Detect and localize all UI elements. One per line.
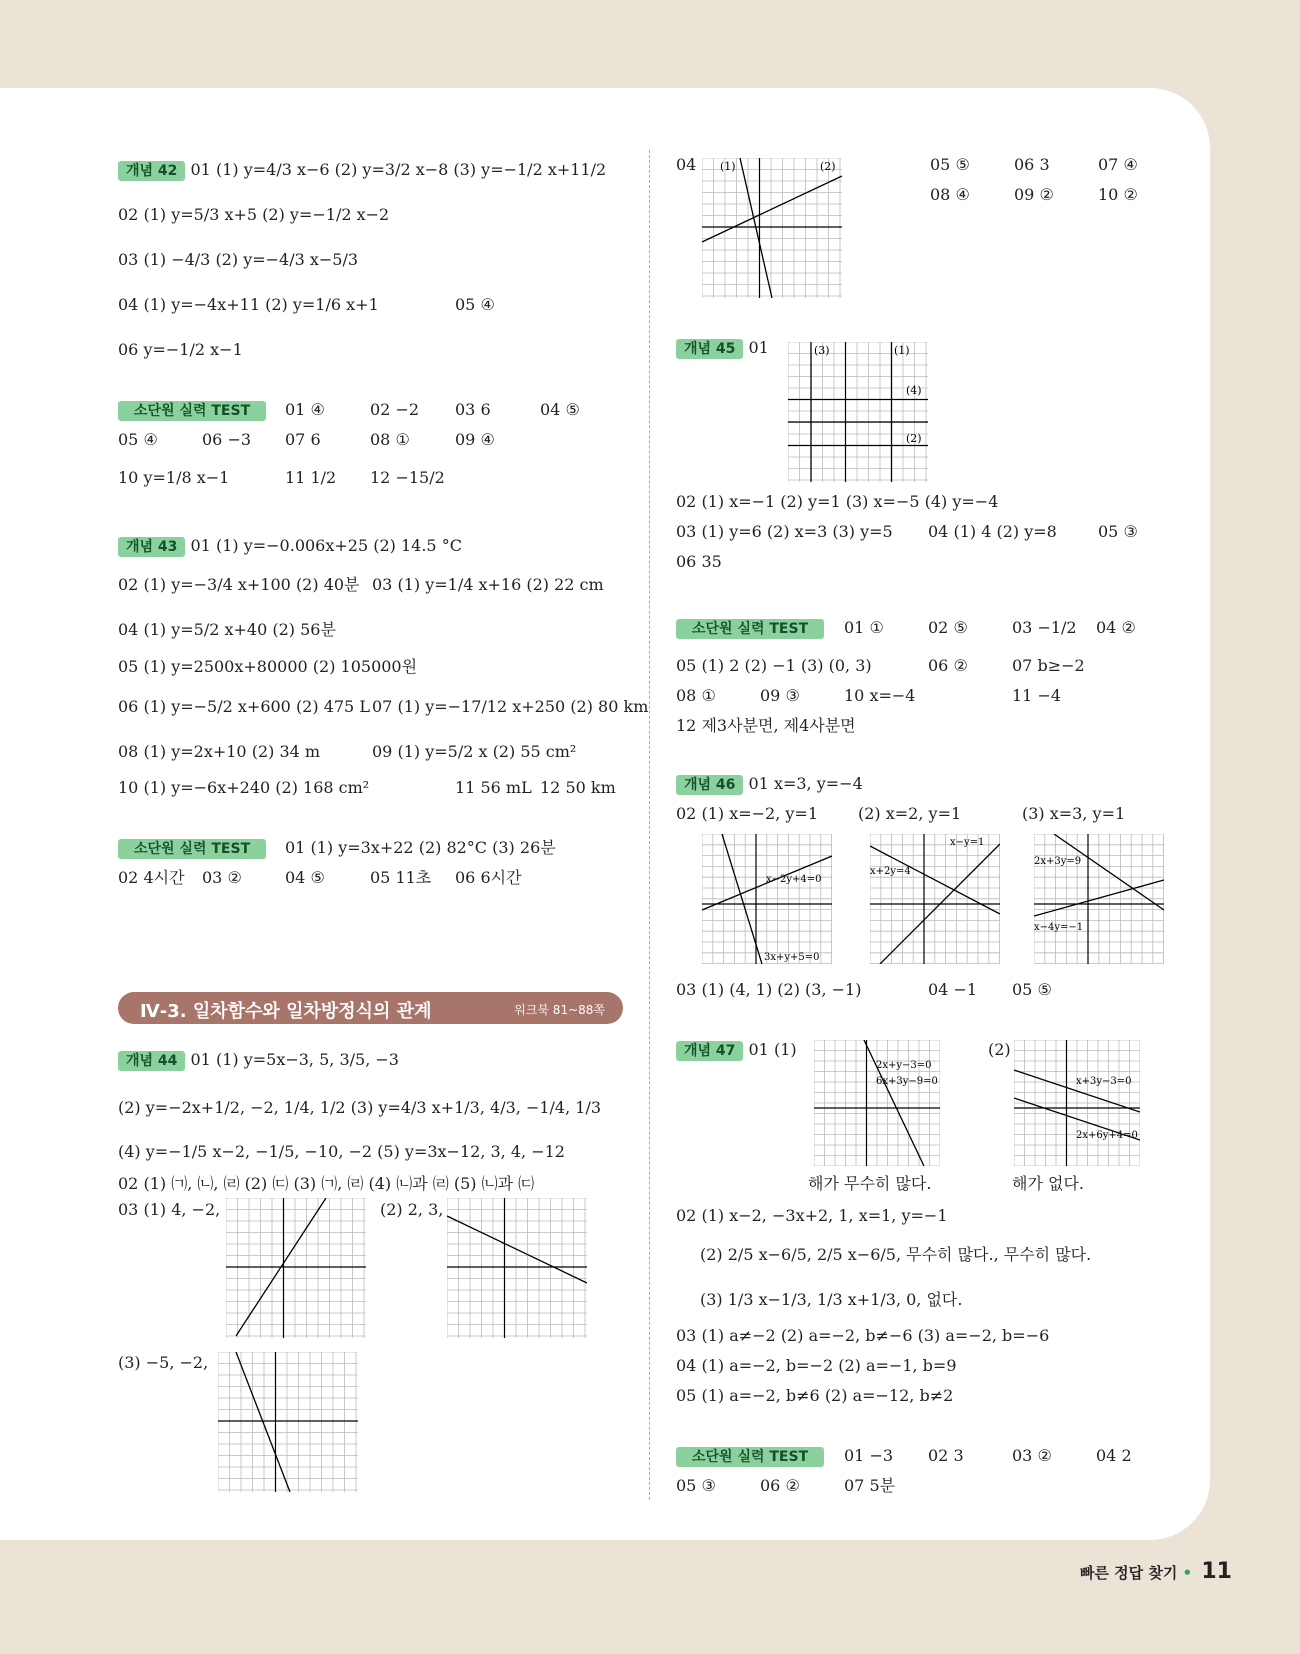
concept-label: 개념 46 (676, 775, 743, 795)
concept-42-row-05 (455, 295, 495, 315)
test-label: 소단원 실력 TEST (118, 401, 266, 421)
concept-47-row-04: 04 (1) a=−2, b=−2 (2) a=−1, b=9 (676, 1356, 957, 1375)
concept-label: 개념 47 (676, 1041, 743, 1061)
axes (447, 1198, 587, 1338)
answer-text: 03 (1) −4/3 (2) y=−4/3 x−5/3 (118, 250, 359, 269)
grid (1014, 1040, 1140, 1166)
concept-46-row-06: 04 −1 (928, 980, 978, 999)
concept-42-row-04 (118, 295, 379, 315)
concept-46-row-01 (676, 774, 863, 795)
concept-47-row-05: 05 (1) a=−2, b≠6 (2) a=−12, b≠2 (676, 1386, 954, 1405)
concept-47-row-03: 03 (1) a≠−2 (2) a=−2, b≠−6 (3) a=−2, b=−6 (676, 1326, 1050, 1345)
graph-44-2 (447, 1198, 587, 1338)
grid (226, 1198, 366, 1338)
test-4-answer: 07 5분 (844, 1476, 896, 1495)
graph-label: x+3y−3=0 (1076, 1076, 1132, 1087)
axes (788, 342, 928, 482)
test-3-answer: 01 ① (844, 618, 884, 637)
concept-47-row-01 (676, 1040, 797, 1061)
concept-44-row-04: 02 (1) ㈀, ㈁, ㈃ (2) ㈂ (3) ㈀, ㈃ (4) ㈁과 ㈃ (5) ㈁과 ㈂ (118, 1174, 535, 1193)
test-1-answer: 05 ④ (118, 430, 158, 449)
concept-44-row-03: (4) y=−1/5 x−2, −1/5, −10, −2 (5) y=3x−12, 3, 4, −12 (118, 1142, 565, 1161)
test-4-label-row (676, 1446, 824, 1467)
concept-43-row-05: 05 (1) y=2500x+80000 (2) 105000원 (118, 657, 418, 676)
concept-45-row-01 (676, 338, 769, 359)
right-top-09: 09 ② (1014, 185, 1054, 204)
test-3-answer: 10 x=−4 (844, 686, 916, 705)
concept-label: 개념 45 (676, 339, 743, 359)
graph-label: 6x+3y−9=0 (876, 1076, 938, 1087)
grid (702, 158, 842, 298)
concept-43-row-08: 08 (1) y=2x+10 (2) 34 m (118, 742, 321, 761)
grid (702, 834, 832, 964)
concept-43-row-01 (118, 536, 462, 557)
test-1-answer: 02 −2 (370, 400, 420, 419)
concept-43-row-12: 12 50 km (540, 778, 616, 797)
concept-42-row-02 (118, 205, 389, 225)
test-3-answer: 05 (1) 2 (2) −1 (3) (0, 3) (676, 656, 872, 675)
graph-label: (1) (720, 160, 736, 173)
test-2-answer: 04 ⑤ (285, 868, 325, 887)
graph-label: x−4y=−1 (1034, 922, 1084, 933)
concept-43-row-03: 03 (1) y=1/4 x+16 (2) 22 cm (372, 575, 604, 594)
concept-46-row-05: 03 (1) (4, 1) (2) (3, −1) (676, 980, 862, 999)
right-top-08: 08 ④ (930, 185, 970, 204)
test-3-answer: 02 ⑤ (928, 618, 968, 637)
answer-text: 01 (1) (748, 1040, 797, 1059)
concept-43-row-06: 06 (1) y=−5/2 x+600 (2) 475 L (118, 697, 370, 716)
answer-text: 01 (1) y=−0.006x+25 (2) 14.5 °C (190, 536, 462, 555)
test-3-answer: 07 b≥−2 (1012, 656, 1085, 675)
graph-47-1 (814, 1040, 940, 1166)
test-1-answer: 08 ① (370, 430, 410, 449)
graph-44-3 (218, 1352, 358, 1492)
concept-45-row-02: 02 (1) x=−1 (2) y=1 (3) x=−5 (4) y=−4 (676, 492, 999, 511)
concept-42-row-03 (118, 250, 358, 270)
footer-title: 빠른 정답 찾기 (1079, 1564, 1178, 1582)
axes (218, 1352, 358, 1492)
concept-43-row-10: 10 (1) y=−6x+240 (2) 168 cm² (118, 778, 370, 797)
concept-43-row-02: 02 (1) y=−3/4 x+100 (2) 40분 (118, 575, 360, 594)
test-2-answer: 02 4시간 (118, 868, 185, 887)
answer-text: 01 (1) y=4/3 x−6 (2) y=3/2 x−8 (3) y=−1/2 x+11/2 (190, 160, 607, 179)
concept-42-row-06 (118, 340, 243, 360)
concept-45-row-03: 03 (1) y=6 (2) x=3 (3) y=5 (676, 522, 893, 541)
grid (814, 1040, 940, 1166)
test-label: 소단원 실력 TEST (118, 839, 266, 859)
answer-text: 06 y=−1/2 x−1 (118, 340, 243, 359)
graph-46-3 (1034, 834, 1164, 964)
right-top-04: 04 (676, 155, 697, 174)
concept-47-row-02d: (3) 1/3 x−1/3, 1/3 x+1/3, 0, 없다. (700, 1290, 963, 1309)
footer-dot: • (1182, 1564, 1193, 1582)
concept-45-row-04: 04 (1) 4 (2) y=8 (928, 522, 1057, 541)
section-title: Ⅳ-3. 일차함수와 일차방정식의 관계 (140, 1001, 432, 1022)
lines (702, 158, 842, 298)
answer-text: 01 (748, 338, 769, 357)
test-1-answer: 04 ⑤ (540, 400, 580, 419)
graph-right-04 (702, 158, 842, 298)
concept-47-note-1: 해가 무수히 많다. (808, 1174, 932, 1193)
test-1-answer: 10 y=1/8 x−1 (118, 468, 230, 487)
concept-44-row-02: (2) y=−2x+1/2, −2, 1/4, 1/2 (3) y=4/3 x+1/3, 4/3, −1/4, 1/3 (118, 1098, 602, 1117)
graph-44-1 (226, 1198, 366, 1338)
test-2-answer: 03 ② (202, 868, 242, 887)
test-4-answer: 02 3 (928, 1446, 964, 1465)
test-2-answer: 01 (1) y=3x+22 (2) 82°C (3) 26분 (285, 838, 556, 857)
grid (218, 1352, 358, 1492)
test-4-answer: 06 ② (760, 1476, 800, 1495)
graph-label: x−2y+4=0 (766, 874, 822, 885)
graph-label: 2x+6y+4=0 (1076, 1130, 1138, 1141)
axes (702, 158, 842, 298)
test-3-answer: 08 ① (676, 686, 716, 705)
test-1-answer: 06 −3 (202, 430, 252, 449)
graph-47-2 (1014, 1040, 1140, 1166)
graph-label: (4) (906, 384, 922, 397)
grid (870, 834, 1000, 964)
test-label: 소단원 실력 TEST (676, 1447, 824, 1467)
grid (447, 1198, 587, 1338)
concept-46-row-03: (2) x=2, y=1 (858, 804, 962, 823)
lines (788, 342, 928, 482)
answer-text: 01 x=3, y=−4 (748, 774, 863, 793)
test-4-answer: 01 −3 (844, 1446, 894, 1465)
graph-label: x−y=1 (950, 837, 985, 848)
concept-47-note-2: 해가 없다. (1012, 1174, 1084, 1193)
right-top-07: 07 ④ (1098, 155, 1138, 174)
concept-47-row-02b: 02 (1) x−2, −3x+2, 1, x=1, y=−1 (676, 1206, 948, 1225)
concept-label: 개념 43 (118, 537, 185, 557)
test-3-answer: 03 −1/2 (1012, 618, 1077, 637)
graph-label: x+2y=4 (870, 866, 911, 877)
right-top-10: 10 ② (1098, 185, 1138, 204)
concept-44-row-07: (3) −5, −2, (118, 1353, 209, 1372)
concept-46-row-02: 02 (1) x=−2, y=1 (676, 804, 819, 823)
grid (1034, 834, 1164, 964)
test-1-answer: 09 ④ (455, 430, 495, 449)
test-4-answer: 03 ② (1012, 1446, 1052, 1465)
page-footer (1080, 1559, 1232, 1584)
section-header (118, 992, 623, 1024)
answer-text: 05 ④ (455, 295, 495, 314)
graph-label: (3) (814, 344, 830, 357)
test-3-answer: 11 −4 (1012, 686, 1062, 705)
test-1-answer: 07 6 (285, 430, 321, 449)
test-1-label-row (118, 400, 266, 421)
graph-label: 2x+y−3=0 (876, 1060, 932, 1071)
concept-43-row-04: 04 (1) y=5/2 x+40 (2) 56분 (118, 620, 336, 639)
answer-text: 01 (1) y=5x−3, 5, 3/5, −3 (190, 1050, 399, 1069)
right-top-05: 05 ⑤ (930, 155, 970, 174)
column-divider (649, 150, 650, 1500)
concept-45-row-05: 05 ③ (1098, 522, 1138, 541)
test-1-answer: 01 ④ (285, 400, 325, 419)
test-3-label-row (676, 618, 824, 639)
concept-43-row-11: 11 56 mL (455, 778, 532, 797)
concept-46-row-04: (3) x=3, y=1 (1022, 804, 1126, 823)
test-4-answer: 05 ③ (676, 1476, 716, 1495)
answer-text: 02 (1) y=5/3 x+5 (2) y=−1/2 x−2 (118, 205, 390, 224)
line (447, 1216, 587, 1283)
line (236, 1352, 290, 1492)
concept-43-row-07: 07 (1) y=−17/12 x+250 (2) 80 km (372, 697, 649, 716)
test-1-answer: 12 −15/2 (370, 468, 445, 487)
concept-44-row-01 (118, 1050, 399, 1071)
test-2-answer: 06 6시간 (455, 868, 522, 887)
graph-label: 2x+3y=9 (1034, 856, 1082, 867)
test-2-label-row (118, 838, 266, 859)
concept-47-row-02c: (2) 2/5 x−6/5, 2/5 x−6/5, 무수히 많다., 무수히 많다. (700, 1245, 1092, 1264)
concept-45-row-06: 06 35 (676, 552, 722, 571)
test-3-answer: 04 ② (1096, 618, 1136, 637)
graph-label: (1) (894, 344, 910, 357)
graph-46-2 (870, 834, 1000, 964)
test-3-answer: 09 ③ (760, 686, 800, 705)
concept-label: 개념 44 (118, 1051, 185, 1071)
concept-43-row-09: 09 (1) y=5/2 x (2) 55 cm² (372, 742, 577, 761)
graph-label: 3x+y+5=0 (764, 952, 820, 963)
concept-label: 개념 42 (118, 161, 185, 181)
test-3-answer: 12 제3사분면, 제4사분면 (676, 716, 856, 735)
concept-46-row-07: 05 ⑤ (1012, 980, 1052, 999)
test-label: 소단원 실력 TEST (676, 619, 824, 639)
graph-46-1 (702, 834, 832, 964)
test-3-answer: 06 ② (928, 656, 968, 675)
test-4-answer: 04 2 (1096, 1446, 1132, 1465)
concept-47-row-02: (2) (988, 1040, 1011, 1059)
test-2-answer: 05 11초 (370, 868, 432, 887)
workbook-ref: 워크북 81~88쪽 (514, 1003, 605, 1017)
axes (226, 1198, 366, 1338)
concept-44-row-05: 03 (1) 4, −2, (118, 1200, 221, 1219)
graph-label: (2) (820, 160, 836, 173)
answer-text: 04 (1) y=−4x+11 (2) y=1/6 x+1 (118, 295, 379, 314)
graph-label: (2) (906, 432, 922, 445)
page-number: 11 (1201, 1559, 1232, 1584)
right-top-06: 06 3 (1014, 155, 1050, 174)
concept-44-row-06: (2) 2, 3, (380, 1200, 444, 1219)
test-1-answer: 03 6 (455, 400, 491, 419)
concept-42-row-01 (118, 160, 606, 181)
graph-45 (788, 342, 928, 482)
test-1-answer: 11 1/2 (285, 468, 337, 487)
grid (788, 342, 928, 482)
